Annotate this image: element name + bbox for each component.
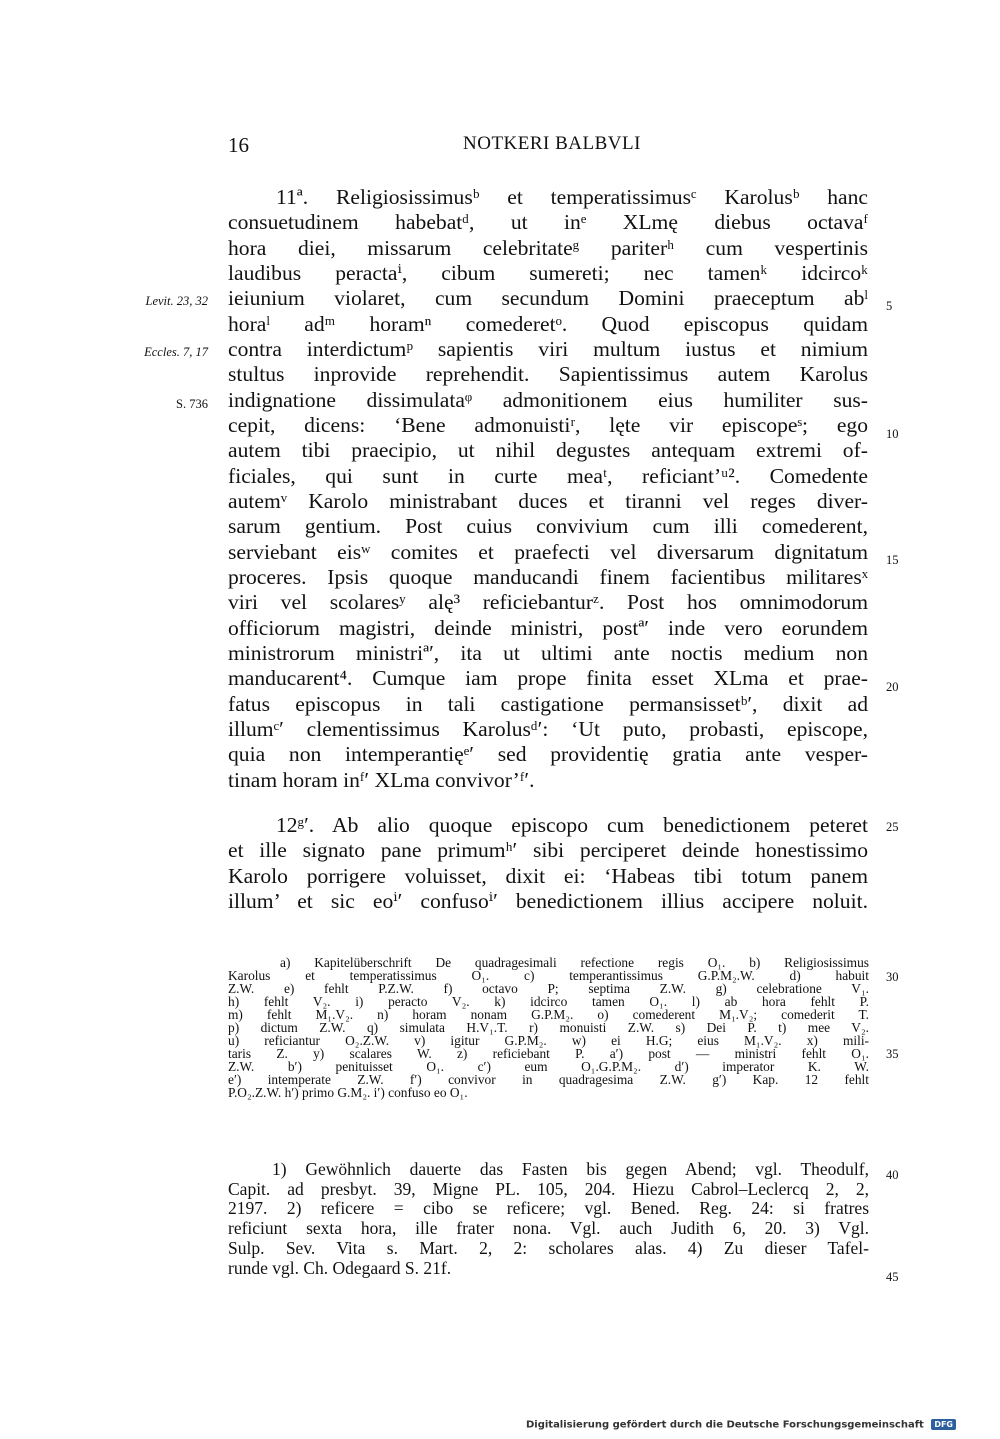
line-number: 10: [886, 427, 899, 441]
text-line: ministrorum ministriª′, ita ut ultimi ante noctis medium non: [228, 641, 868, 665]
line-number: 15: [886, 553, 899, 567]
apparatus-line: P.O₂.Z.W. h′) primo G.M₂. i′) confuso eo O₁.: [228, 1085, 468, 1100]
text-line: hora diei, missarum celebritateᵍ pariterʰ cum vespertinis: [228, 236, 868, 260]
apparatus-line: p) dictum Z.W. q) simulata H.V₁.T. r) monuisti Z.W. s) Dei P. t) mee V₂.: [228, 1020, 869, 1035]
text-line: 12ᵍ′. Ab alio quoque episcopo cum benedictionem peteret: [276, 813, 868, 837]
text-line: autemᵛ Karolo ministrabant duces et tiranni vel reges diver-: [228, 489, 868, 513]
text-line: proceres. Ipsis quoque manducandi finem facientibus militaresˣ: [228, 565, 868, 589]
text-line: quia non intemperantięᵉ′ sed providentię gratia ante vesper-: [228, 742, 868, 766]
text-line: fatus episcopus in tali castigatione permansissetᵇ′, dixit ad: [228, 692, 868, 716]
apparatus-line: taris Z. y) scalares W. z) reficiebant P. a′) post — ministri fehlt O₁.: [228, 1046, 869, 1061]
text-line: officiorum magistri, deinde ministri, postª′ inde vero eorundem: [228, 616, 868, 640]
text-line: tinam horam inᶠ′ XLma convivor’ᶠ′.: [228, 768, 535, 792]
margin-reference: Eccles. 7, 17: [144, 345, 208, 359]
note-line: 1) Gewöhnlich dauerte das Fasten bis gegen Abend; vgl. Theodulf,: [272, 1159, 869, 1179]
text-line: ficiales, qui sunt in curte meaᵗ, reficiant’ᵘ². Comedente: [228, 464, 868, 488]
text-line: laudibus peractaⁱ, cibum sumereti; nec tamenᵏ idcircoᵏ: [228, 261, 868, 285]
credit-text: Digitalisierung gefördert durch die Deutsche Forschungsgemeinschaft: [525, 1419, 924, 1431]
text-line: sarum gentium. Post cuius convivium cum illi comederent,: [228, 514, 868, 538]
line-number: 5: [886, 299, 893, 313]
note-line: Sulp. Sev. Vita s. Mart. 2, 2: scholares alas. 4) Zu dieser Tafel-: [228, 1238, 869, 1258]
note-line: Capit. ad presbyt. 39, Migne PL. 105, 204. Hiezu Cabrol–Leclercq 2, 2,: [228, 1179, 869, 1199]
dfg-logo-icon: DFG: [931, 1419, 956, 1430]
line-number: 40: [886, 1168, 899, 1182]
note-line: 2197. 2) reficere = cibo se reficere; vgl. Bened. Reg. 24: si fratres: [228, 1198, 869, 1218]
text-line: manducarent⁴. Cumque iam prope finita esset XLma et prae-: [228, 666, 868, 690]
line-number: 45: [886, 1270, 899, 1284]
text-line: horaˡ adᵐ horamⁿ comederetᵒ. Quod episcopus quidam: [228, 312, 868, 336]
note-line: runde vgl. Ch. Odegaard S. 21f.: [228, 1258, 452, 1278]
apparatus-line: e′) intemperate Z.W. f′) convivor in quadragesima Z.W. g′) Kap. 12 fehlt: [228, 1072, 869, 1087]
line-number: 20: [886, 680, 899, 694]
apparatus-line: u) reficiantur O₂.Z.W. v) igitur G.P.M₂. w) ei H.G; eius M₁.V₂. x) mili-: [228, 1033, 869, 1048]
text-line: illumᶜ′ clementissimus Karolusᵈ′: ‘Ut puto, probasti, episcope,: [228, 717, 868, 741]
text-line: et ille signato pane primumʰ′ sibi perciperet deinde honestissimo: [228, 838, 868, 862]
digitization-credit: [526, 1419, 956, 1431]
text-line: 11ª. Religiosissimusᵇ et temperatissimusᶜ Karolusᵇ hanc: [276, 185, 868, 209]
apparatus-line: h) fehlt V₂. i) peracto V₂. k) idcirco tamen O₁. l) ab hora fehlt P.: [228, 994, 869, 1009]
page-number: 16: [228, 133, 249, 157]
apparatus-line: m) fehlt M₁.V₂. n) horam nonam G.P.M₂. o) comederent M₁.V₂; comederit T.: [228, 1007, 869, 1022]
text-line: contra interdictumᵖ sapientis viri multum iustus et nimium: [228, 337, 868, 361]
apparatus-line: a) Kapitelüberschrift De quadragesimali refectione regis O₁. b) Religiosissimus: [280, 955, 869, 970]
line-number: 30: [886, 970, 899, 984]
margin-reference: Levit. 23, 32: [145, 294, 208, 308]
text-line: illum’ et sic eoⁱ′ confusoⁱ′ benedictionem illius accipere noluit.: [228, 889, 868, 913]
apparatus-line: Karolus et temperatissimus O₁. c) temperantissimus G.P.M₂.W. d) habuit: [228, 968, 869, 983]
text-line: Karolo porrigere voluisset, dixit ei: ‘Habeas tibi totum panem: [228, 864, 868, 888]
line-number: 25: [886, 820, 899, 834]
line-number: 35: [886, 1047, 899, 1061]
text-line: ieiunium violaret, cum secundum Domini praeceptum abˡ: [228, 286, 868, 310]
apparatus-line: Z.W. b′) penituisset O₁. c′) eum O₁.G.P.M₂. d′) imperator K. W.: [228, 1059, 869, 1074]
text-line: indignatione dissimulataᵠ admonitionem eius humiliter sus-: [228, 388, 868, 412]
text-line: viri vel scolaresʸ alę³ reficiebanturᶻ. Post hos omnimodorum: [228, 590, 868, 614]
note-line: reficiunt sexta hora, ille frater nona. Vgl. auch Judith 6, 20. 3) Vgl.: [228, 1218, 869, 1238]
text-line: stultus inprovide reprehendit. Sapientissimus autem Karolus: [228, 362, 868, 386]
running-title: NOTKERI BALBVLI: [463, 133, 641, 154]
margin-reference: S. 736: [176, 397, 208, 411]
text-line: autem tibi praecipio, ut nihil degustes antequam extremi of-: [228, 438, 868, 462]
text-line: consuetudinem habebatᵈ, ut inᵉ XLmę diebus octavaᶠ: [228, 210, 868, 234]
text-line: serviebant eisʷ comites et praefecti vel diversarum dignitatum: [228, 540, 868, 564]
apparatus-line: Z.W. e) fehlt P.Z.W. f) octavo P; septima Z.W. g) celebratione V₁.: [228, 981, 869, 996]
text-line: cepit, dicens: ‘Bene admonuistiʳ, lęte vir episcopeˢ; ego: [228, 413, 868, 437]
